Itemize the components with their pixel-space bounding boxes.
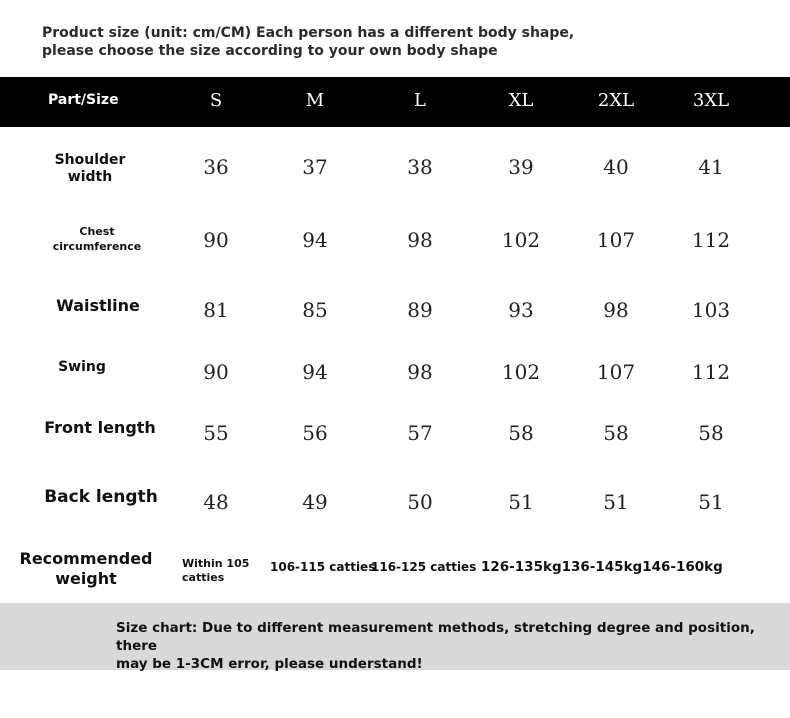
cell-3xl: 51 [698, 490, 724, 514]
row-label-line: Back length [44, 487, 158, 507]
size-header-xl: XL [508, 90, 534, 111]
cell-s: 90 [203, 360, 229, 384]
recommended-weight-xl-3xl: 126-135kg136-145kg146-160kg [481, 559, 723, 575]
disclaimer-line: Size chart: Due to different measurement methods, stretching degree and position, there [116, 620, 755, 654]
row-label-line: width [67, 169, 113, 185]
cell-s: 48 [203, 490, 229, 514]
size-header-s: S [209, 90, 223, 111]
cell-l: 89 [407, 298, 433, 322]
cell-2xl: 58 [603, 421, 629, 445]
cell-3xl: 103 [691, 298, 731, 322]
row-label-shoulder-width [55, 152, 126, 186]
row-label-back-length [44, 489, 158, 506]
intro-line-1: Product size (unit: cm/CM) Each person has a different body shape, [42, 25, 575, 41]
recommended-weight-m: 106-115 catties [270, 560, 376, 574]
cell-2xl: 98 [603, 298, 629, 322]
cell-3xl: 58 [698, 421, 724, 445]
cell-l: 98 [407, 360, 433, 384]
cell-3xl: 112 [691, 360, 731, 384]
row-label-line: Front length [44, 418, 156, 437]
row-label-waistline [56, 297, 140, 314]
cell-2xl: 107 [596, 228, 636, 252]
row-label-front-length [44, 419, 156, 436]
row-label-line: Swing [58, 359, 106, 375]
header-part-size: Part/Size [48, 92, 119, 108]
cell-xl: 51 [508, 490, 534, 514]
size-header-l: L [414, 90, 426, 111]
cell-l: 38 [407, 155, 433, 179]
cell-s: 90 [203, 228, 229, 252]
cell-2xl: 40 [603, 155, 629, 179]
recommended-weight-line: catties [182, 571, 225, 584]
intro-line-2: please choose the size according to your own body shape [42, 43, 498, 59]
cell-xl: 93 [508, 298, 534, 322]
cell-3xl: 112 [691, 228, 731, 252]
size-header-2xl: 2XL [597, 90, 635, 111]
row-label-line: Shoulder [54, 152, 126, 168]
row-label-line: Waistline [56, 296, 140, 315]
table-header [0, 77, 790, 127]
size-chart-intro [42, 24, 574, 60]
cell-xl: 102 [501, 360, 541, 384]
row-label-recommended-weight [20, 549, 153, 589]
cell-s: 81 [203, 298, 229, 322]
cell-l: 98 [407, 228, 433, 252]
disclaimer-text [116, 619, 756, 673]
size-header-m: M [305, 90, 325, 111]
recommended-weight-l: 116-125 catties [371, 560, 477, 574]
cell-m: 49 [302, 490, 328, 514]
row-label-line: Chest [79, 225, 115, 238]
cell-xl: 102 [501, 228, 541, 252]
recommended-weight-line: Within 105 [182, 557, 250, 570]
cell-m: 94 [302, 360, 328, 384]
cell-xl: 58 [508, 421, 534, 445]
cell-s: 36 [203, 155, 229, 179]
size-chart-disclaimer [0, 603, 790, 670]
row-label-swing [58, 359, 106, 376]
cell-2xl: 51 [603, 490, 629, 514]
cell-l: 50 [407, 490, 433, 514]
row-label-line: weight [55, 569, 117, 588]
cell-m: 85 [302, 298, 328, 322]
size-header-3xl: 3XL [692, 90, 730, 111]
row-label-line: Recommended [19, 549, 153, 568]
cell-2xl: 107 [596, 360, 636, 384]
row-label-line: circumference [52, 240, 142, 253]
cell-m: 94 [302, 228, 328, 252]
cell-m: 56 [302, 421, 328, 445]
recommended-weight-s [182, 557, 249, 585]
cell-s: 55 [203, 421, 229, 445]
cell-xl: 39 [508, 155, 534, 179]
row-label-chest-circumference [53, 224, 141, 254]
cell-m: 37 [302, 155, 328, 179]
cell-l: 57 [407, 421, 433, 445]
disclaimer-line: may be 1-3CM error, please understand! [116, 656, 423, 672]
cell-3xl: 41 [698, 155, 724, 179]
